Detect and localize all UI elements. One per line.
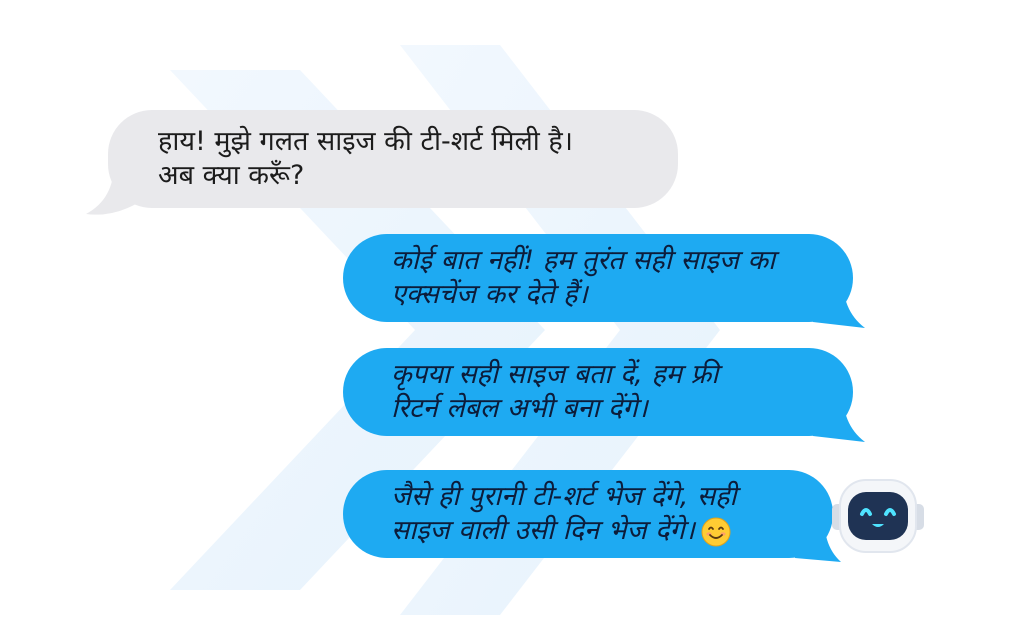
bot-message-1-line-1: कोई बात नहीं! हम तुरंत सही साइज का [391, 245, 776, 276]
robot-avatar-icon [826, 474, 930, 560]
bot-message-3-line-1: जैसे ही पुरानी टी-शर्ट भेज देंगे, सही [391, 481, 737, 512]
bot-bubble-tail [813, 388, 869, 444]
smiling-face-emoji [701, 517, 731, 547]
user-message-line-1: हाय! मुझे गलत साइज की टी-शर्ट मिली है। [158, 126, 573, 157]
user-message-line-2: अब क्या करूँ? [158, 160, 305, 191]
bot-message-bubble [343, 348, 853, 436]
bot-message-3-line-2-text: साइज वाली उसी दिन भेज देंगे। [391, 515, 695, 546]
bot-bubble-tail [813, 274, 869, 330]
user-bubble-tail [86, 158, 146, 218]
bot-message-1-line-2: एक्सचेंज कर देते हैं। [391, 279, 588, 310]
bot-message-3-line-2 [391, 514, 833, 548]
bot-message-2-line-2: रिटर्न लेबल अभी बना देंगे। [391, 393, 648, 424]
bot-message-2-line-1: कृपया सही साइज बता दें, हम फ्री [391, 359, 719, 390]
bot-message-bubble [343, 470, 833, 558]
user-message-bubble [108, 110, 678, 208]
bot-message-bubble [343, 234, 853, 322]
